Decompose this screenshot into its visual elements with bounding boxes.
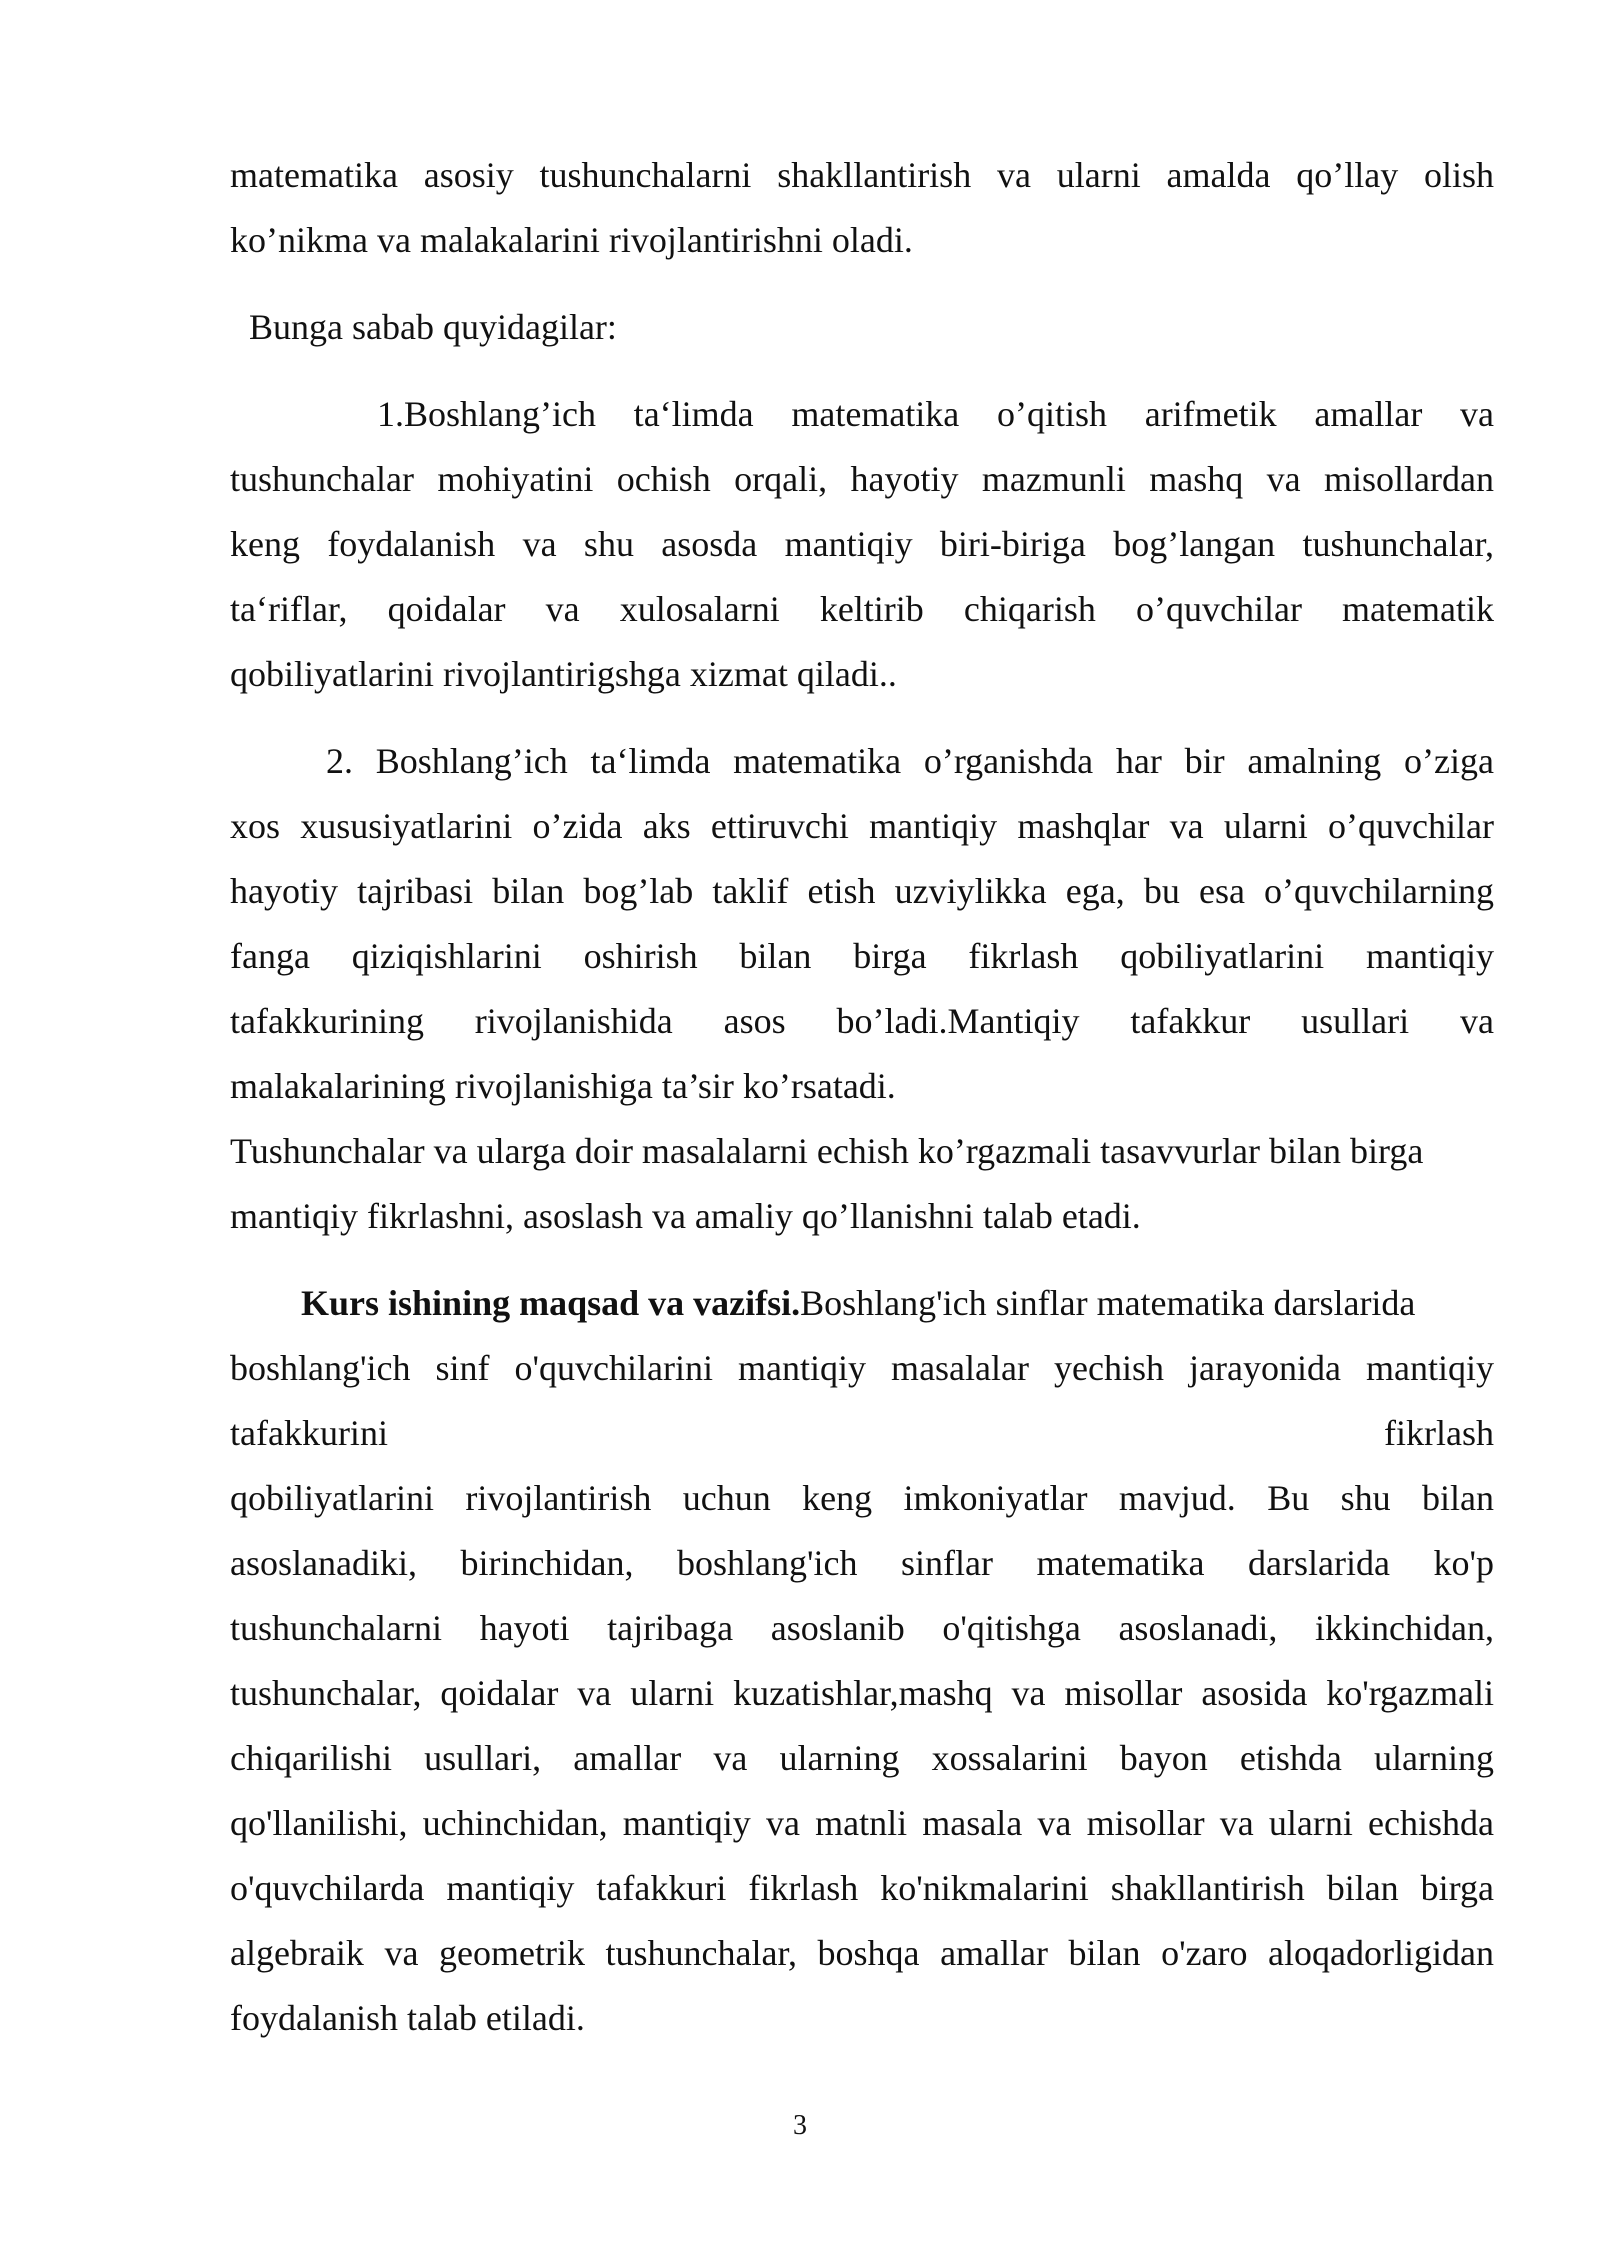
text-line: tafakkurining rivojlanishida asos bo’ladi.Mantiqiy tafakkur usullari va bbox=[230, 1001, 1494, 1041]
text-line: 1.Boshlang’ich ta‘limda matematika o’qitish arifmetik amallar va bbox=[377, 394, 1494, 434]
text-line: Tushunchalar va ularga doir masalalarni echish ko’rgazmali tasavvurlar bilan birga bbox=[230, 1131, 1424, 1171]
text-line: xos xususiyatlarini o’zida aks ettiruvchi mantiqiy mashqlar va ularni o’quvchilar bbox=[230, 806, 1494, 846]
text-line: keng foydalanish va shu asosda mantiqiy biri-biriga bog’langan tushunchalar, bbox=[230, 524, 1494, 564]
item-2-paragraph bbox=[230, 729, 1494, 1249]
item-1-paragraph bbox=[230, 382, 1494, 707]
text-line: qo'llanilishi, uchinchidan, mantiqiy va matnli masala va misollar va ularni echishda bbox=[230, 1803, 1494, 1843]
course-heading: Kurs ishining maqsad va vazifsi. bbox=[301, 1283, 801, 1323]
text-line: tushunchalar, qoidalar va ularni kuzatishlar,mashq va misollar asosida ko'rgazmali bbox=[230, 1673, 1494, 1713]
page-number: 3 bbox=[793, 2110, 807, 2141]
text-line: fanga qiziqishlarini oshirish bilan birga fikrlash qobiliyatlarini mantiqiy bbox=[230, 936, 1494, 976]
text-line: tafakkurini fikrlash bbox=[230, 1413, 1494, 1453]
course-paragraph bbox=[230, 1271, 1494, 2051]
text-line: ko’nikma va malakalarini rivojlantirishni oladi. bbox=[230, 220, 913, 260]
text-line: qobiliyatlarini rivojlantirigshga xizmat qiladi.. bbox=[230, 654, 897, 694]
text-line: ta‘riflar, qoidalar va xulosalarni keltirib chiqarish o’quvchilar matematik bbox=[230, 589, 1494, 629]
text-line: malakalarining rivojlanishiga ta’sir ko’rsatadi. bbox=[230, 1066, 896, 1106]
reason-heading: Bunga sabab quyidagilar: bbox=[249, 307, 617, 347]
intro-paragraph bbox=[230, 143, 1494, 273]
text-line: tushunchalarni hayoti tajribaga asoslanib o'qitishga asoslanadi, ikkinchidan, bbox=[230, 1608, 1494, 1648]
text-line: 2. Boshlang’ich ta‘limda matematika o’rganishda har bir amalning o’ziga bbox=[326, 741, 1494, 781]
text-line: chiqarilishi usullari, amallar va ularning xossalarini bayon etishda ularning bbox=[230, 1738, 1494, 1778]
text-line: mantiqiy fikrlashni, asoslash va amaliy qo’llanishni talab etadi. bbox=[230, 1196, 1141, 1236]
text-line: matematika asosiy tushunchalarni shakllantirish va ularni amalda qo’llay olish bbox=[230, 155, 1494, 195]
text-line: Kurs ishining maqsad va vazifsi.Boshlang'ich sinflar matematika darslarida bbox=[301, 1283, 1416, 1323]
text-line: algebraik va geometrik tushunchalar, boshqa amallar bilan o'zaro aloqadorligidan bbox=[230, 1933, 1494, 1973]
text-line: qobiliyatlarini rivojlantirish uchun keng imkoniyatlar mavjud. Bu shu bilan bbox=[230, 1478, 1494, 1518]
text-line: foydalanish talab etiladi. bbox=[230, 1998, 585, 2038]
text-line: boshlang'ich sinf o'quvchilarini mantiqiy masalalar yechish jarayonida mantiqiy bbox=[230, 1348, 1494, 1388]
text-line: o'quvchilarda mantiqiy tafakkuri fikrlash ko'nikmalarini shakllantirish bilan birga bbox=[230, 1868, 1494, 1908]
text-line: hayotiy tajribasi bilan bog’lab taklif etish uzviylikka ega, bu esa o’quvchilarning bbox=[230, 871, 1494, 911]
text-line: tushunchalar mohiyatini ochish orqali, hayotiy mazmunli mashq va misollardan bbox=[230, 459, 1494, 499]
text-line: asoslanadiki, birinchidan, boshlang'ich sinflar matematika darslarida ko'p bbox=[230, 1543, 1494, 1583]
